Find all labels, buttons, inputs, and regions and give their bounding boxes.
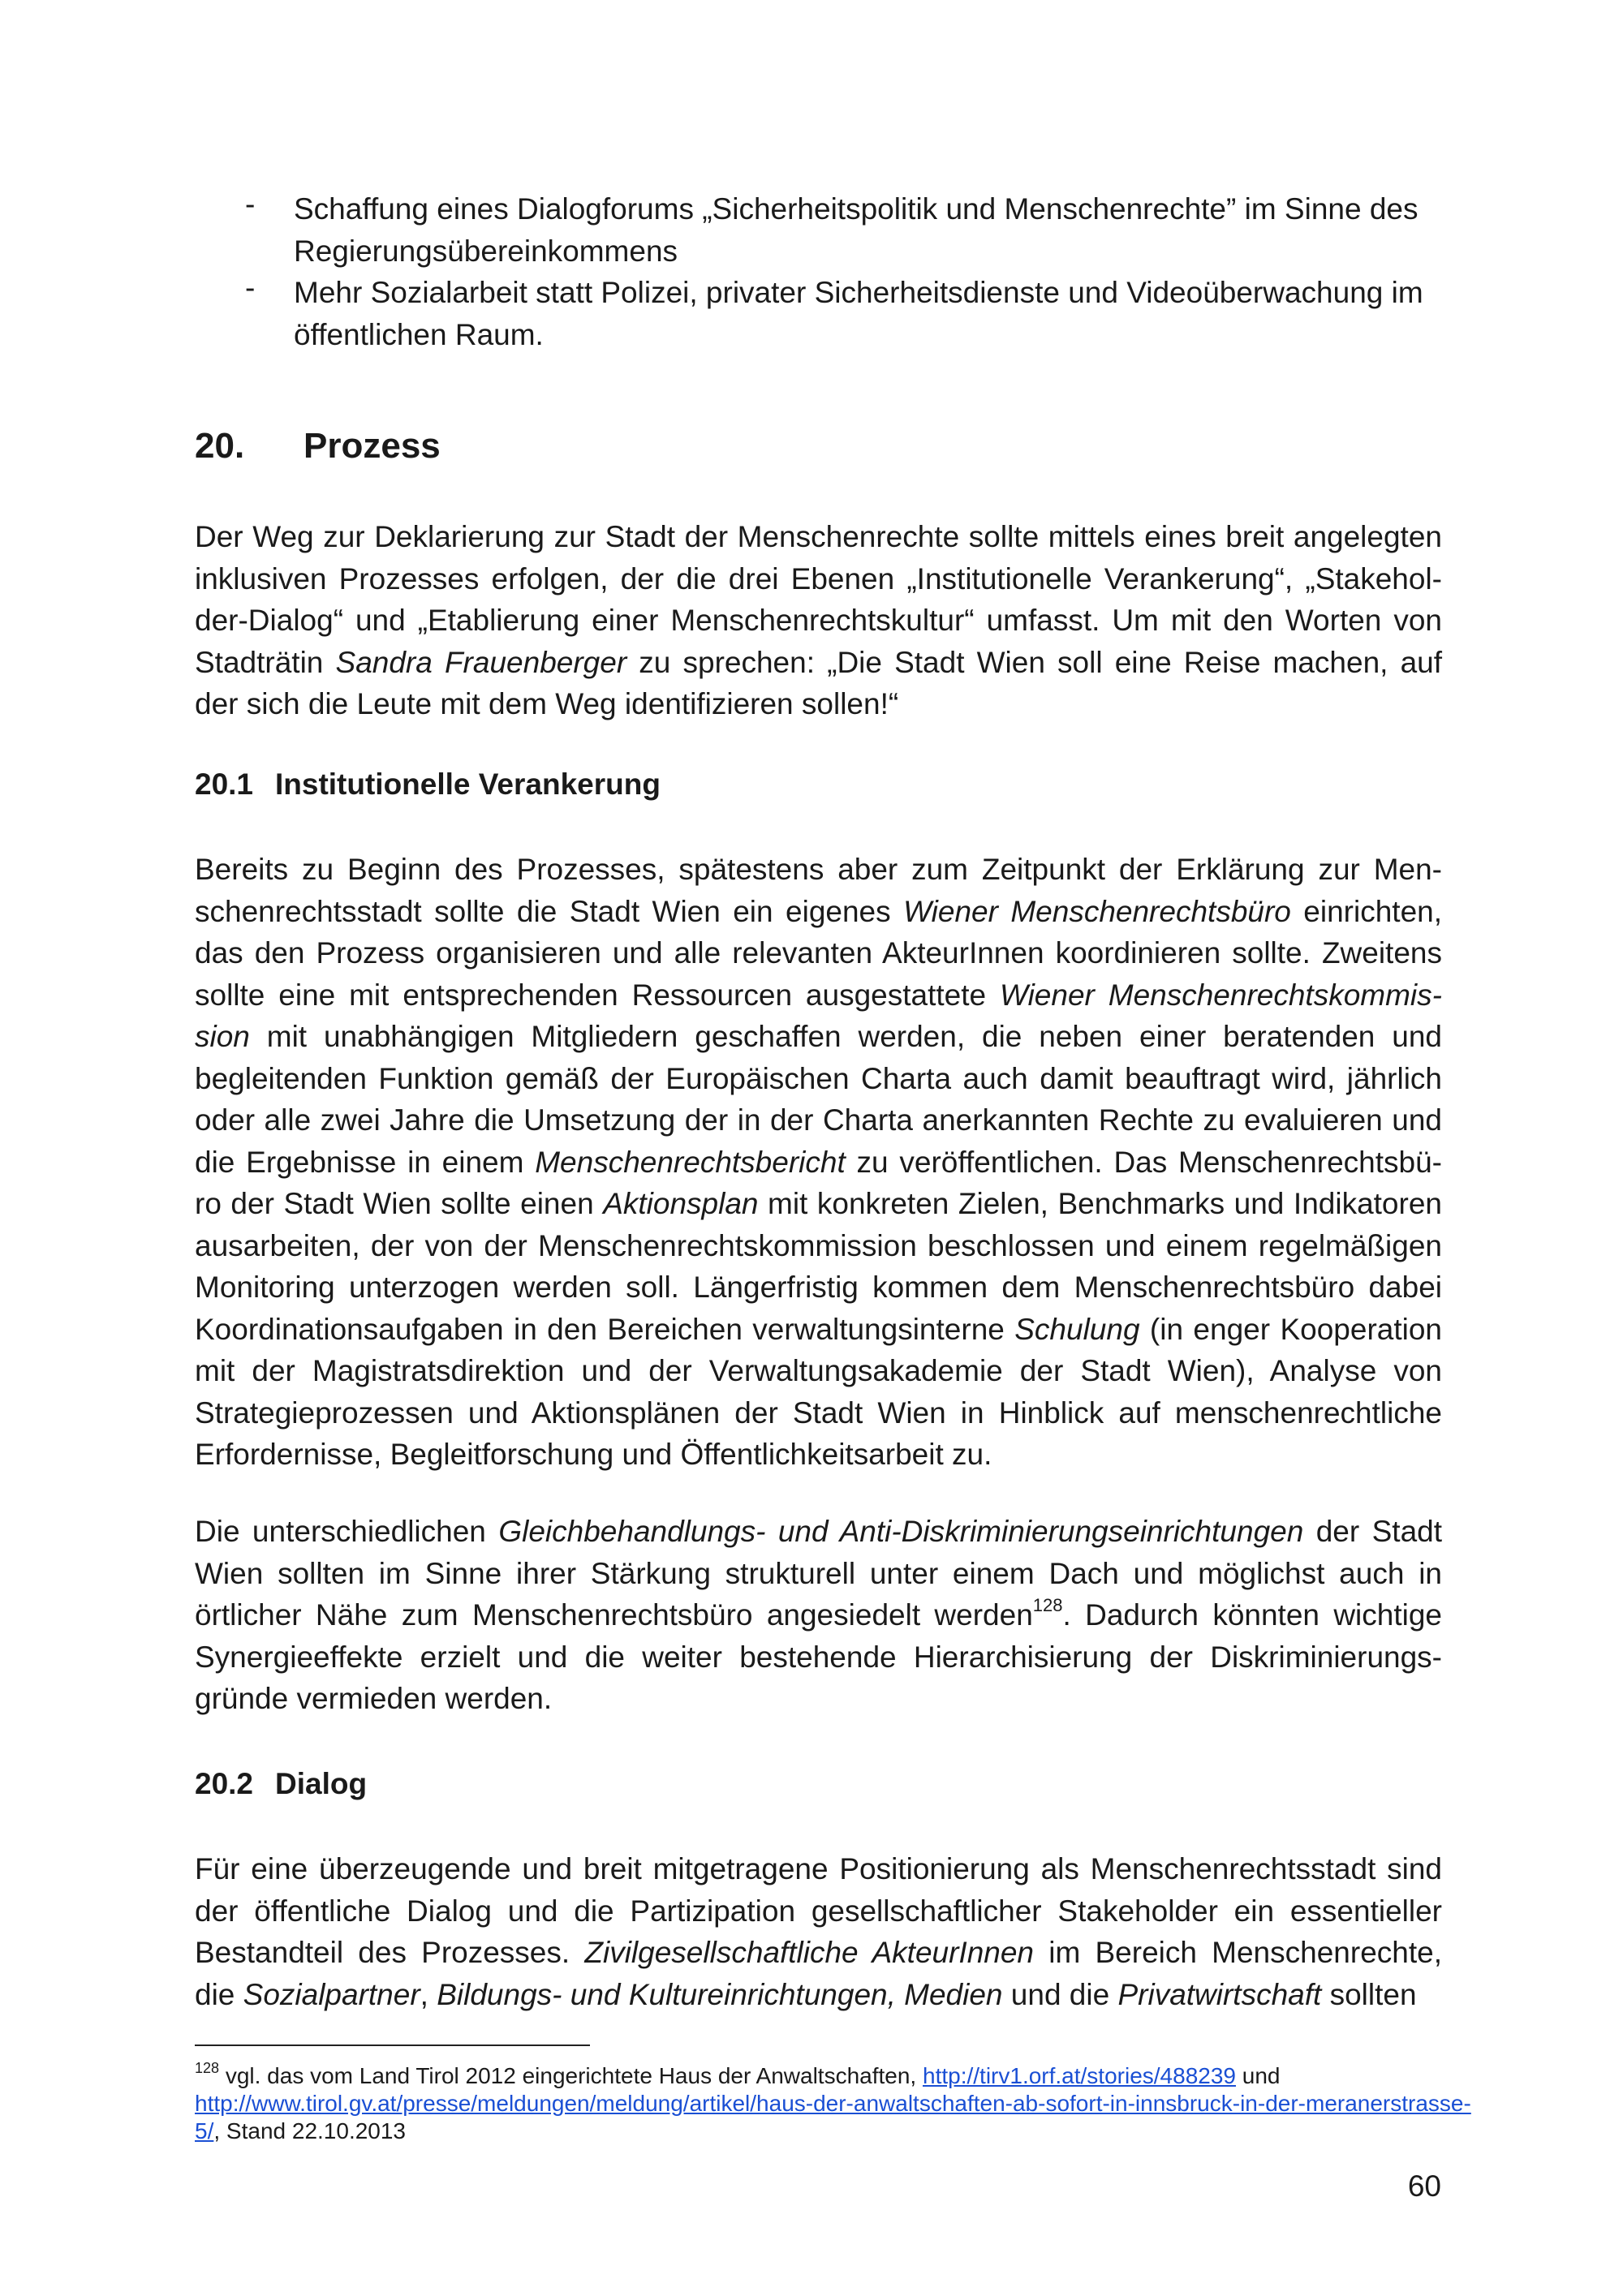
text-run-italic: Gleichbehandlungs- und Anti-Diskriminierungseinrichtungen: [498, 1515, 1304, 1548]
section-heading-20-2: [195, 1764, 367, 1804]
list-item: [195, 272, 1442, 355]
list-item-text: Mehr Sozialarbeit statt Polizei, privater Sicherheitsdienste und Videoüberwachung im öffentlichen Raum.: [294, 276, 1423, 351]
text-run: . Dadurch könnten wichtige Synergieeffekte erzielt und die weiter bestehende Hierarchisierung der Diskriminierungs-gründe vermieden werden.: [195, 1598, 1443, 1715]
text-run: Für eine überzeugende und breit mitgetragene Positionierung als Menschenrechtsstadt sind der öffentliche Dialog und die Partizipation gesellschaftlicher Stakeholder ein essentieller Bestandteil des Prozesses.: [195, 1852, 1442, 1969]
page-number: 60: [1407, 2169, 1441, 2203]
footnote-number: 128: [195, 2060, 220, 2076]
text-run-italic: Wiener Menschenrechtskommis-sion: [195, 978, 1442, 1053]
bullet-list: [195, 188, 1442, 355]
section-title: Prozess: [304, 426, 441, 466]
paragraph-verankerung-2: [195, 1511, 1442, 1720]
paragraph-verankerung-1: [195, 849, 1442, 1476]
footnote-reference[interactable]: 128: [1032, 1595, 1063, 1615]
section-number: 20.2: [195, 1767, 254, 1800]
text-run: Die unterschiedlichen: [195, 1515, 499, 1548]
section-title: Dialog: [275, 1767, 368, 1800]
bullet-marker: -: [245, 271, 256, 304]
bullet-marker: -: [245, 187, 256, 221]
text-run: ,: [420, 1977, 437, 2011]
text-run: mit unabhängigen Mitgliedern geschaffen werden, die neben einer beratenden und begleitenden Funktion gemäß der Europäischen Charta auch damit beauftragt wird, jährlich oder alle zwei Jahre die Umsetzung der in der Charta anerkannten Rechte zu evaluieren und die Ergebnisse in einem: [195, 1020, 1442, 1179]
text-run: der Stadt Wien sollten im Sinne ihrer Stärkung strukturell unter einem Dach und möglichst auch in örtlicher Nähe zum Menschenrechtsbüro angesiedelt werden: [195, 1515, 1443, 1632]
footnote-text: und: [1235, 2063, 1281, 2088]
section-heading-20: [195, 422, 441, 471]
section-heading-20-1: [195, 764, 661, 805]
text-run: zu veröffentlichen. Das Menschenrechtsbü-ro der Stadt Wien sollte einen: [195, 1145, 1442, 1220]
text-run: Der Weg zur Deklarierung zur Stadt der Menschenrechte sollte mittels eines breit angelegten inklusiven Prozesses erfolgen, der die drei Ebenen „Institutionelle Verankerung“, „Stakehol-der-Dialog“ und „Etablierung einer Menschenrechtskultur“ umfasst. Um mit den Worten von Stadträtin: [195, 520, 1442, 679]
list-item: [195, 188, 1442, 272]
footnote-link-orf[interactable]: http://tirv1.orf.at/stories/488239: [923, 2063, 1236, 2088]
text-run-italic: Menschenrechtsbericht: [535, 1145, 846, 1179]
text-run: (in enger Kooperation mit der Magistratsdirektion und der Verwaltungsakademie der Stadt Wien), Analyse von Strategieprozessen und Aktionsplänen der Stadt Wien in Hinblick auf menschenrechtliche Erfordernisse, Begleitforschung und Öffentlichkeitsarbeit zu.: [195, 1312, 1442, 1471]
text-run-italic: Aktionsplan: [603, 1187, 759, 1220]
paragraph-dialog: [195, 1848, 1442, 2015]
text-run: sollten: [1321, 1977, 1417, 2011]
text-run-italic: Sandra Frauenberger: [335, 645, 627, 679]
text-run-italic: Wiener Menschenrechtsbüro: [903, 894, 1291, 928]
paragraph-prozess: [195, 516, 1442, 725]
text-run: und die: [1002, 1977, 1118, 2011]
text-run-italic: Privatwirtschaft: [1117, 1977, 1322, 2011]
text-run: mit konkreten Zielen, Benchmarks und Indikatoren ausarbeiten, der von der Menschenrechtskommission beschlossen und einem regelmäßigen Monitoring unterzogen werden soll. Längerfristig kommen dem Menschenrechtsbüro dabei Koordinationsaufgaben in den Bereichen verwaltungsinterne: [195, 1187, 1442, 1346]
text-run: zu sprechen: „Die Stadt Wien soll eine Reise machen, auf der sich die Leute mit dem Weg identifizieren sollen!“: [195, 645, 1443, 720]
footnote-text: vgl. das vom Land Tirol 2012 eingerichtete Haus der Anwaltschaften,: [219, 2063, 923, 2088]
section-number: 20.: [195, 426, 245, 466]
section-number: 20.1: [195, 767, 254, 801]
footnote-separator: [195, 2044, 590, 2046]
section-title: Institutionelle Verankerung: [275, 767, 661, 801]
text-run: einrichten, das den Prozess organisieren und alle relevanten AkteurInnen koordinieren sollte. Zweitens sollte eine mit entsprechenden Ressourcen ausgestattete: [195, 894, 1443, 1012]
text-run: Bereits zu Beginn des Prozesses, spätestens aber zum Zeitpunkt der Erklärung zur Men-schenrechtsstadt sollte die Stadt Wien ein eigenes: [195, 853, 1442, 928]
text-run-italic: Bildungs- und Kultureinrichtungen, Medien: [437, 1977, 1003, 2011]
text-run-italic: Sozialpartner: [243, 1977, 420, 2011]
list-item-text: Schaffung eines Dialogforums „Sicherheitspolitik und Menschenrechte” im Sinne des Regierungsübereinkommens: [294, 192, 1419, 268]
text-run: im Bereich Menschenrechte, die: [195, 1936, 1442, 2011]
text-run-italic: Zivilgesellschaftliche AkteurInnen: [584, 1936, 1035, 1969]
footnote-link-tirol[interactable]: http://www.tirol.gv.at/presse/meldungen/meldung/artikel/haus-der-anwaltschaften-ab-sofort-in-innsbruck-in-der-meranerstrasse-5/: [195, 2091, 1471, 2143]
text-run-italic: Schulung: [1014, 1312, 1140, 1346]
footnote-128: [195, 2062, 1493, 2145]
footnote-text: , Stand 22.10.2013: [213, 2118, 407, 2143]
